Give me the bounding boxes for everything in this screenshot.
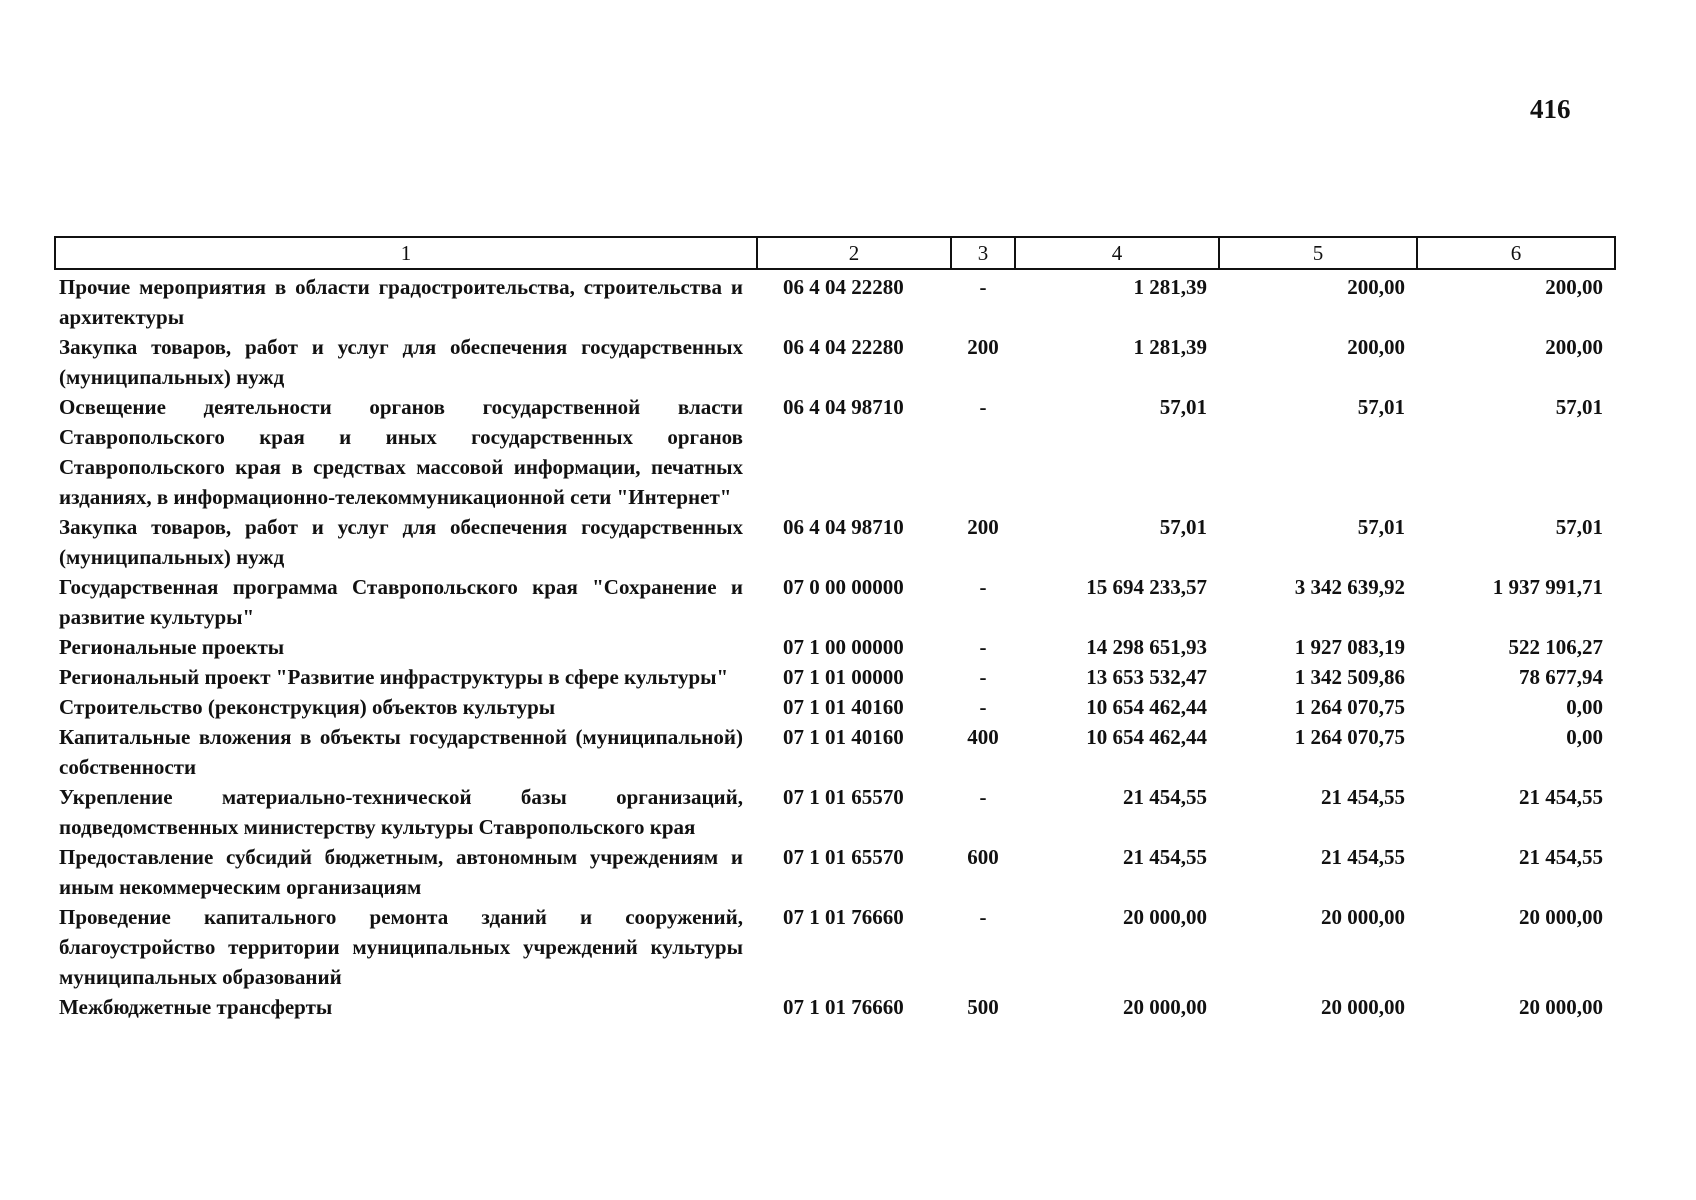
row-value-col4: 1 281,39 bbox=[1133, 335, 1207, 359]
row-value-col5: 200,00 bbox=[1347, 275, 1405, 299]
table-body bbox=[55, 269, 1615, 1022]
row-code: 06 4 04 22280 bbox=[783, 275, 904, 299]
row-value-col6: 57,01 bbox=[1555, 395, 1603, 419]
header-col-5: 5 bbox=[1219, 237, 1417, 269]
row-value-col5: 1 264 070,75 bbox=[1294, 695, 1405, 719]
row-value-col5: 3 342 639,92 bbox=[1294, 575, 1405, 599]
row-name: Государственная программа Ставропольского края "Сохранение и развитие культуры" bbox=[59, 575, 743, 629]
table-row bbox=[55, 722, 1615, 782]
row-code: 06 4 04 98710 bbox=[783, 395, 904, 419]
row-value-col4: 14 298 651,93 bbox=[1086, 635, 1207, 659]
row-value-col6: 57,01 bbox=[1555, 515, 1603, 539]
table-row bbox=[55, 692, 1615, 722]
row-value-col5: 57,01 bbox=[1357, 515, 1405, 539]
row-type: - bbox=[979, 575, 987, 599]
row-code: 07 1 01 76660 bbox=[783, 905, 904, 929]
row-value-col5: 1 264 070,75 bbox=[1294, 725, 1405, 749]
row-value-col5: 1 342 509,86 bbox=[1294, 665, 1405, 689]
row-value-col6: 21 454,55 bbox=[1519, 845, 1603, 869]
header-col-3: 3 bbox=[951, 237, 1015, 269]
row-code: 07 1 01 40160 bbox=[783, 695, 904, 719]
row-value-col4: 10 654 462,44 bbox=[1086, 725, 1207, 749]
row-code: 06 4 04 22280 bbox=[783, 335, 904, 359]
row-type: - bbox=[979, 695, 987, 719]
row-code: 07 1 00 00000 bbox=[783, 635, 904, 659]
row-name: Закупка товаров, работ и услуг для обеспечения государственных (муниципальных) нужд bbox=[59, 515, 743, 569]
row-value-col4: 21 454,55 bbox=[1123, 845, 1207, 869]
table-row bbox=[55, 392, 1615, 512]
page-number: 416 bbox=[1530, 94, 1571, 124]
row-value-col6: 200,00 bbox=[1545, 335, 1603, 359]
table-row bbox=[55, 902, 1615, 992]
row-type: - bbox=[979, 275, 987, 299]
row-value-col4: 15 694 233,57 bbox=[1086, 575, 1207, 599]
header-col-2: 2 bbox=[757, 237, 951, 269]
row-value-col4: 10 654 462,44 bbox=[1086, 695, 1207, 719]
row-code: 07 1 01 76660 bbox=[783, 995, 904, 1019]
row-value-col6: 1 937 991,71 bbox=[1492, 575, 1603, 599]
table-row bbox=[55, 842, 1615, 902]
row-type: 200 bbox=[967, 515, 999, 539]
table-row bbox=[55, 992, 1615, 1022]
row-value-col4: 20 000,00 bbox=[1123, 995, 1207, 1019]
row-code: 06 4 04 98710 bbox=[783, 515, 904, 539]
row-value-col4: 57,01 bbox=[1159, 515, 1207, 539]
table-row bbox=[55, 572, 1615, 632]
row-name: Строительство (реконструкция) объектов культуры bbox=[59, 695, 556, 719]
row-value-col6: 200,00 bbox=[1545, 275, 1603, 299]
row-type: - bbox=[979, 665, 987, 689]
row-value-col4: 13 653 532,47 bbox=[1086, 665, 1207, 689]
row-value-col5: 20 000,00 bbox=[1321, 995, 1405, 1019]
table-row bbox=[55, 269, 1615, 332]
row-value-col5: 20 000,00 bbox=[1321, 905, 1405, 929]
row-name: Освещение деятельности органов государственной власти Ставропольского края и иных государственных органов Ставропольского края в средствах массовой информации, печатных изданиях, в информационно-телекоммуникационной сети "Интернет" bbox=[59, 395, 743, 509]
row-type: - bbox=[979, 635, 987, 659]
row-type: - bbox=[979, 395, 987, 419]
row-value-col6: 78 677,94 bbox=[1519, 665, 1603, 689]
table-row bbox=[55, 632, 1615, 662]
row-value-col4: 1 281,39 bbox=[1133, 275, 1207, 299]
budget-table bbox=[54, 236, 1616, 1022]
row-value-col6: 20 000,00 bbox=[1519, 905, 1603, 929]
row-name: Предоставление субсидий бюджетным, автономным учреждениям и иным некоммерческим организациям bbox=[59, 845, 743, 899]
row-name: Прочие мероприятия в области градостроительства, строительства и архитектуры bbox=[59, 275, 743, 329]
row-code: 07 1 01 65570 bbox=[783, 845, 904, 869]
row-value-col6: 522 106,27 bbox=[1508, 635, 1603, 659]
row-value-col6: 0,00 bbox=[1566, 695, 1603, 719]
row-name: Межбюджетные трансферты bbox=[59, 995, 333, 1019]
row-value-col5: 1 927 083,19 bbox=[1294, 635, 1405, 659]
row-value-col5: 21 454,55 bbox=[1321, 845, 1405, 869]
row-value-col4: 20 000,00 bbox=[1123, 905, 1207, 929]
header-row bbox=[55, 237, 1615, 269]
row-code: 07 1 01 00000 bbox=[783, 665, 904, 689]
row-name: Закупка товаров, работ и услуг для обеспечения государственных (муниципальных) нужд bbox=[59, 335, 743, 389]
header-col-4: 4 bbox=[1015, 237, 1219, 269]
row-value-col6: 0,00 bbox=[1566, 725, 1603, 749]
row-name: Укрепление материально-технической базы организаций, подведомственных министерству культуры Ставропольского края bbox=[59, 785, 743, 839]
row-value-col4: 57,01 bbox=[1159, 395, 1207, 419]
row-value-col6: 21 454,55 bbox=[1519, 785, 1603, 809]
row-code: 07 0 00 00000 bbox=[783, 575, 904, 599]
table-row bbox=[55, 332, 1615, 392]
row-name: Региональный проект "Развитие инфраструктуры в сфере культуры" bbox=[59, 665, 729, 689]
row-type: 600 bbox=[967, 845, 999, 869]
row-value-col5: 21 454,55 bbox=[1321, 785, 1405, 809]
row-value-col4: 21 454,55 bbox=[1123, 785, 1207, 809]
row-type: - bbox=[979, 905, 987, 929]
table-row bbox=[55, 512, 1615, 572]
row-type: 500 bbox=[967, 995, 999, 1019]
row-name: Региональные проекты bbox=[59, 635, 285, 659]
row-type: 400 bbox=[967, 725, 999, 749]
row-name: Проведение капитального ремонта зданий и сооружений, благоустройство территории муниципальных учреждений культуры муниципальных образований bbox=[59, 905, 743, 989]
row-code: 07 1 01 40160 bbox=[783, 725, 904, 749]
row-type: - bbox=[979, 785, 987, 809]
row-name: Капитальные вложения в объекты государственной (муниципальной) собственности bbox=[59, 725, 743, 779]
row-code: 07 1 01 65570 bbox=[783, 785, 904, 809]
row-value-col6: 20 000,00 bbox=[1519, 995, 1603, 1019]
table-header bbox=[55, 237, 1615, 269]
header-col-1: 1 bbox=[55, 237, 757, 269]
row-value-col5: 200,00 bbox=[1347, 335, 1405, 359]
table-row bbox=[55, 662, 1615, 692]
table-row bbox=[55, 782, 1615, 842]
row-type: 200 bbox=[967, 335, 999, 359]
row-value-col5: 57,01 bbox=[1357, 395, 1405, 419]
header-col-6: 6 bbox=[1417, 237, 1615, 269]
